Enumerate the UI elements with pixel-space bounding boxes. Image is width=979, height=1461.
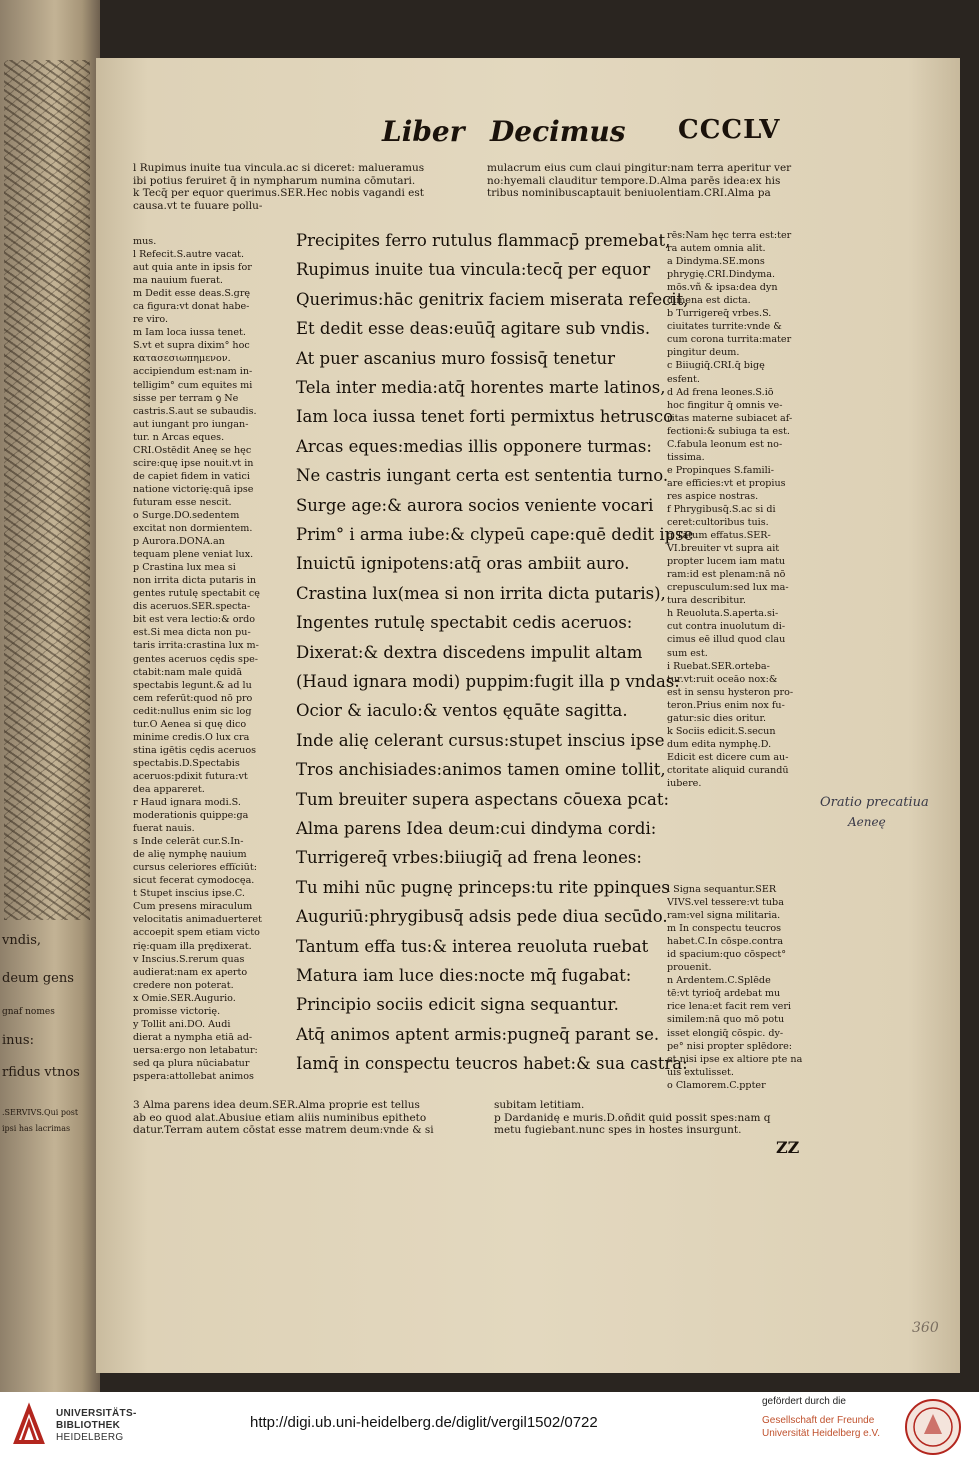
commentary-line: no:hyemali clauditur tempore.D.Alma parēs idea:ex his: [487, 174, 781, 187]
commentary-line: tribus nominibuscaptauit beniuolentiam.CRI.Alma pa: [487, 187, 771, 200]
gloss-line: sed qa plura nūciabatur: [133, 1057, 250, 1069]
prev-page-fragment: .SERVIVS.Qui post: [2, 1108, 79, 1117]
verse-line: Et dedit esse deas:euūq̄ agitare sub vndis.: [296, 319, 651, 339]
verse-line: Querimus:hāc genitrix faciem miserata refecit,: [296, 289, 689, 309]
gloss-line: esfent.: [667, 373, 700, 385]
gloss-line: promisse victorię.: [133, 1005, 221, 1017]
handwritten-page-number: 360: [912, 1320, 939, 1336]
gloss-line: uersa:ergo non letabatur:: [133, 1044, 258, 1056]
gloss-line: tur. n Arcas eques.: [133, 431, 225, 443]
gloss-line: sicut fecerat cymodocęa.: [133, 875, 255, 887]
gloss-line: cursus celeriores effi̅ciūt:: [133, 862, 257, 874]
gloss-line: m Dedit esse deas.S.grę: [133, 288, 251, 300]
gloss-line: rice lena:et facit rem veri: [667, 1001, 791, 1013]
commentary-line: datur.Terram autem cōstat esse matrem deum:vnde & si: [133, 1124, 434, 1137]
gloss-line: res aspice nostras.: [667, 490, 759, 502]
verse-line: Auguriū:phrygibusq̄ adsis pede diua secūdo.: [296, 907, 668, 927]
right-gloss-column-lower: [667, 883, 823, 1092]
gloss-line: m Iam loca iussa tenet.: [133, 327, 246, 339]
gloss-line: propter lucem iam matu: [667, 556, 786, 568]
commentary-line: ibi potius feruiret q̄ in nympharum numina cōmutari.: [133, 174, 416, 187]
gloss-line: rēs:Nam hęc terra est:ter: [667, 230, 792, 241]
sponsor-line: Gesellschaft der Freunde: [762, 1415, 875, 1426]
gloss-line: gatur:sic dies oritur.: [667, 712, 767, 724]
verse-line: Ingentes rutulę spectabit cedis aceruos:: [296, 613, 633, 633]
gloss-line: dierat a nympha etiā ad-: [133, 1031, 253, 1043]
verse-line: Tu mihi nūc pugnę princeps:tu rite ppinques: [296, 877, 670, 897]
sponsor-line: Universität Heidelberg e.V.: [762, 1428, 881, 1439]
gloss-line: ciuitates turrite:vnde &: [667, 321, 782, 333]
verse-line: Tros anchisiades:animos tamen omine tollit,: [296, 760, 666, 780]
verse-line: Tantum effa tus:& interea reuoluta ruebat: [296, 936, 649, 956]
gloss-line: rię:quam illa prędixerat.: [133, 940, 252, 952]
gloss-line: o Clamorem.C.ppter: [667, 1079, 766, 1091]
prev-page-fragment: deum gens: [2, 971, 74, 986]
gloss-line: p Aurora.DONA.an: [133, 536, 225, 548]
prev-page-fragment: rfidus vtnos: [2, 1065, 80, 1080]
commentary-line: k Tecq̄ per equor querimus.SER.Hec nobis vagandi est: [133, 187, 424, 200]
verse-line: Precipites ferro rutulus flammacp̄ premebat,: [296, 231, 671, 250]
gloss-line: sisse per terram ꝯ Ne: [133, 392, 239, 404]
prev-page-fragment: gnaf nomes: [2, 1007, 55, 1017]
verse-line: Alma parens Idea deum:cui dindyma cordi:: [296, 819, 657, 838]
gloss-line: a Dindyma.SE.mons: [667, 256, 765, 268]
gloss-line: tur.O Aenea si quę dico: [133, 718, 247, 730]
verse-line: Matura iam luce dies:nocte mq̄ fugabat:: [296, 966, 632, 985]
gloss-line: x Omie.SER.Augurio.: [133, 992, 236, 1004]
bottom-commentary-left: [133, 1099, 478, 1137]
gloss-line: aut quia ante in ipsis for: [133, 262, 252, 274]
gloss-line: gentes rutulę spectabit cę: [133, 588, 260, 600]
gloss-line: cut contra inuolutum di-: [667, 621, 786, 633]
commentary-line: p Dardanidę e muris.D.oñdit quid possit spes:nam q: [494, 1111, 771, 1124]
gloss-line: dea appareret.: [133, 783, 205, 795]
gloss-line: Cum presens miraculum: [133, 901, 253, 913]
gloss-line: spectabis.D.Spectabis: [133, 757, 240, 769]
commentary-line: metu fugiebant.nunc spes in hostes insurgunt.: [494, 1124, 742, 1137]
commentary-line: 3 Alma parens idea deum.SER.Alma proprie est tellus: [133, 1099, 420, 1111]
gloss-line: mus.: [133, 236, 157, 247]
gloss-line: fuerat nauis.: [133, 823, 195, 835]
top-commentary-left: [133, 162, 478, 212]
verse-line: Dixerat:& dextra discedens impulit altam: [296, 642, 643, 662]
gloss-line: hoc fingitur q̄ omnis ve-: [667, 399, 783, 411]
gloss-line: spectabis legunt.& ad lu: [133, 679, 252, 691]
gloss-line: psperа:attollebat animos: [133, 1071, 254, 1082]
verse-line: Inde alię celerant cursus:stupet inscius ipse: [296, 730, 665, 750]
gloss-line: minime credis.O lux cra: [133, 731, 250, 743]
verse-line: Iamq̄ in conspectu teucros habet:& sua castra:: [296, 1054, 688, 1074]
gloss-line: stina igētis cędis aceruos: [133, 744, 257, 756]
gloss-line: telligim° cum equites mi: [133, 379, 253, 391]
gloss-line: tissima.: [667, 451, 705, 463]
gloss-line: tequam plene veniat lux.: [133, 549, 254, 561]
handwritten-marginal-note: Aeneę: [848, 815, 886, 829]
verse-line: Prim° i arma iube:& clypeū cape:quē dedit ipse: [296, 525, 694, 544]
verse-line: (Haud ignara modi) puppim:fugit illa p vndas:: [296, 672, 680, 691]
gloss-line: similem:nā quo mō potu: [667, 1014, 785, 1026]
gloss-line: v Inscius.S.rerum quas: [133, 953, 245, 965]
gloss-line: futuram esse nescit.: [133, 496, 232, 508]
gloss-line: cedit:nullus enim sic log: [133, 705, 252, 717]
gloss-line: are efficies:vt et propius: [667, 477, 786, 489]
gloss-line: ma nauium fuerat.: [133, 275, 223, 287]
gloss-line: et nisi ipse ex altiore pte na: [667, 1053, 803, 1065]
university-library-logo-icon: [12, 1402, 46, 1448]
gloss-line: b Turrigereq̄ vrbes.S.: [667, 308, 772, 320]
gloss-line: pe° nisi propter splēdore:: [667, 1040, 792, 1052]
gloss-line: isset elongiq̄ cōspic. dy-: [667, 1027, 784, 1039]
woodcut-illustration: [4, 60, 90, 920]
gloss-line: pingitur deum.: [667, 347, 740, 359]
gloss-line: ceret:cultoribus tuis.: [667, 517, 769, 529]
running-head-decimus: Decimus: [490, 115, 626, 148]
signature-mark: ZZ: [776, 1138, 800, 1157]
gloss-line: d Ad frena leones.S.iō: [667, 386, 774, 398]
gloss-line: scire:quę ipse nouit.vt in: [133, 457, 254, 469]
gloss-line: mōs.vñ & ipsa:dea dyn: [667, 282, 778, 294]
commentary-line: causa.vt te fuuare pollu-: [133, 199, 263, 212]
verse-line: Ocior & iaculo:& ventos ęquāte sagitta.: [296, 701, 628, 721]
gloss-line: cum corona turrita:mater: [667, 334, 792, 346]
verse-line: Turrigereq̄ vrbes:biiugiq̄ ad frena leones:: [296, 848, 642, 868]
prev-page-fragment: inus:: [2, 1033, 34, 1048]
verse-line: Iam loca iussa tenet forti permixtus hetrusco: [296, 407, 674, 427]
gloss-line: est.Si mea dicta non pu-: [133, 627, 251, 639]
previous-page-edge: [0, 0, 100, 1392]
gloss-line: accipiendum est:nam in-: [133, 366, 253, 378]
folio-number: CCCLV: [678, 115, 781, 145]
verse-line: Inuictū ignipotens:atq̄ oras ambiit auro.: [296, 554, 630, 574]
gloss-line: n Ardentem.C.Splēde: [667, 975, 771, 987]
gloss-line: l Signa sequantur.SER: [667, 884, 777, 895]
commentary-line: subitam letitiam.: [494, 1099, 585, 1111]
institution-line: UNIVERSITÄTS-: [56, 1408, 137, 1419]
gloss-line: accoepit spem etiam victo: [133, 927, 260, 939]
gloss-line: dimena est dicta.: [667, 295, 751, 307]
gloss-line: taris irrita:crastina lux m-: [133, 640, 259, 652]
gloss-line: aceruos:pdixit futura:vt: [133, 770, 248, 782]
gloss-line: k Sociis edicit.S.secun: [667, 725, 776, 737]
gloss-line: prouenit.: [667, 962, 712, 974]
gloss-line: CRI.Ostēdit Aneę se hęc: [133, 444, 252, 456]
gloss-line: ctabit:nam male quidā: [133, 666, 243, 678]
commentary-line: mulacrum eius cum claui pingitur:nam terra aperitur ver: [487, 162, 792, 174]
commentary-line: l Rupimus inuite tua vincula.ac si diceret: malueramus: [133, 162, 425, 174]
gloss-line: de alię nymphę nauium: [133, 849, 247, 861]
gloss-line: l Refecit.S.autre vacat.: [133, 249, 245, 261]
gloss-line: dum edita nymphę.D.: [667, 738, 772, 750]
verse-line: Atq̄ animos aptent armis:pugneq̄ parant se.: [296, 1024, 660, 1044]
gloss-line: ritas materne subiacet af-: [667, 412, 793, 424]
gloss-line: cem referūt:quod nō pro: [133, 692, 253, 704]
gloss-line: VI.breuiter vt supra ait: [667, 543, 780, 555]
top-commentary-right: [487, 162, 814, 200]
gloss-line: C.fabula leonum est no-: [667, 438, 783, 450]
prev-page-fragment: vndis,: [2, 933, 41, 948]
gloss-line: id spacium:quo cōspect°: [667, 949, 787, 961]
verse-line: At puer ascanius muro fossisq̄ tenetur: [296, 348, 616, 368]
gloss-line: sum est.: [667, 647, 708, 659]
commentary-line: ab eo quod alat.Abusiue etiam aliis numinibus epitheto: [133, 1111, 427, 1124]
sponsor-name: [762, 1414, 880, 1440]
gloss-line: tura describitur.: [667, 595, 746, 607]
gloss-line: p Crastina lux mea si: [133, 562, 236, 574]
gloss-line: y Tollit ani.DO. Audi: [133, 1018, 231, 1030]
bottom-commentary-right: [494, 1099, 819, 1137]
gloss-line: natione victorię:quā ipse: [133, 483, 254, 495]
gloss-line: s Inde celerāt cur.S.In-: [133, 836, 244, 848]
university-seal-icon: [904, 1398, 962, 1456]
gloss-line: i Ruebat.SER.orteba-: [667, 660, 770, 672]
gloss-line: aut iungant pro iungan-: [133, 418, 249, 430]
institution-name: [56, 1408, 137, 1444]
gloss-line: tur.vt:ruit oceāo nox:&: [667, 673, 778, 685]
gloss-line: moderationis quippe:ga: [133, 810, 249, 822]
gloss-line: est in sensu hysteron pro-: [667, 686, 794, 698]
gloss-line: VIVS.vel tessere:vt tuba: [667, 897, 784, 909]
gloss-line: gentes aceruos cędis spe-: [133, 653, 259, 665]
gloss-line: h Reuoluta.S.aperta.si-: [667, 608, 779, 620]
gloss-line: m In conspectu teucros: [667, 923, 782, 935]
verse-line: Arcas eques:medias illis opponere turmas:: [296, 436, 652, 456]
gloss-line: g Tātum effatus.SER-: [667, 530, 771, 542]
gloss-line: uis extulisset.: [667, 1066, 734, 1078]
running-head-liber: Liber: [382, 115, 465, 148]
verse-line: Crastina lux(mea si non irrita dicta putaris),: [296, 583, 666, 603]
gloss-line: dis aceruos.SER.specta-: [133, 601, 251, 613]
institution-line: BIBLIOTHEK: [56, 1420, 121, 1431]
verse-line: Surge age:& aurora socios veniente vocari: [296, 495, 654, 515]
gloss-line: bit est vera lectio:& ordo: [133, 614, 255, 626]
gloss-line: crepusculum:sed lux ma-: [667, 582, 789, 594]
gloss-line: credere non poterat.: [133, 979, 234, 991]
verse-line: Tela inter media:atq̄ horentes marte latinos,: [296, 378, 666, 397]
verse-line: Rupimus inuite tua vincula:tecq̄ per equor: [296, 260, 651, 280]
gloss-line: κατασεσιωπημενον.: [133, 353, 231, 365]
gloss-line: fectioni:& subiuga ta est.: [667, 425, 790, 437]
right-gloss-column: [667, 229, 823, 790]
gloss-line: Edicit est dicere cum au-: [667, 751, 789, 763]
gloss-line: ra autem omnia alit.: [667, 243, 766, 255]
gloss-line: de capiet fidem in vatici: [133, 470, 250, 482]
gloss-line: t Stupet inscius ipse.C.: [133, 888, 245, 900]
gloss-line: excitat non dormientem.: [133, 523, 253, 535]
gloss-line: re viro.: [133, 314, 169, 326]
gloss-line: S.vt et supra dixim° hoc: [133, 340, 250, 352]
gloss-line: habet.C.In cōspe.contra: [667, 936, 784, 948]
gloss-line: iubere.: [667, 777, 702, 789]
prev-page-fragment: ipsi has lacrimas: [2, 1124, 71, 1133]
gloss-line: ram:id est plenam:nā nō: [667, 569, 786, 581]
gloss-line: tē:vt tyrioq̄ ardebat mu: [667, 988, 781, 1000]
verse-line: Principio sociis edicit signa sequantur.: [296, 995, 619, 1015]
gloss-line: audierat:nam ex aperto: [133, 966, 248, 978]
gloss-line: velocitatis animaduerteret: [133, 914, 262, 926]
gloss-line: castris.S.aut se subaudis.: [133, 405, 257, 417]
gloss-line: ram:vel signa militaria.: [667, 910, 781, 922]
funded-by-label: gefördert durch die: [762, 1396, 846, 1407]
institution-line: HEIDELBERG: [56, 1432, 124, 1443]
handwritten-marginal-note: Oratio precatiua: [820, 795, 929, 810]
gloss-line: non irrita dicta putaris in: [133, 575, 257, 587]
verse-line: Ne castris iungant certa est sententia turno.: [296, 466, 669, 486]
gloss-line: ca figura:vt donat habe-: [133, 301, 250, 313]
gloss-line: phrygię.CRI.Dindyma.: [667, 269, 776, 281]
gloss-line: ctoritate aliquid curandū: [667, 764, 789, 776]
gloss-line: cimus eē illud quod clau: [667, 634, 786, 646]
viewer-footer: [0, 1392, 979, 1461]
gloss-line: f Phrygibusq̄.S.ac si di: [667, 503, 776, 515]
gloss-line: teron.Prius enim nox fu-: [667, 699, 785, 711]
gloss-line: c Biiugiq̄.CRI.q̄ bigę: [667, 360, 765, 372]
left-gloss-column: [133, 235, 289, 1083]
verse-line: Tum breuiter supera aspectans cōuexa pcat:: [296, 789, 670, 809]
gloss-line: o Surge.DO.sedentem: [133, 509, 240, 521]
gloss-line: e Propinques S.famili-: [667, 464, 774, 476]
permalink-url[interactable]: http://digi.ub.uni-heidelberg.de/diglit/vergil1502/0722: [250, 1414, 598, 1431]
gloss-line: r Haud ignara modi.S.: [133, 797, 241, 809]
